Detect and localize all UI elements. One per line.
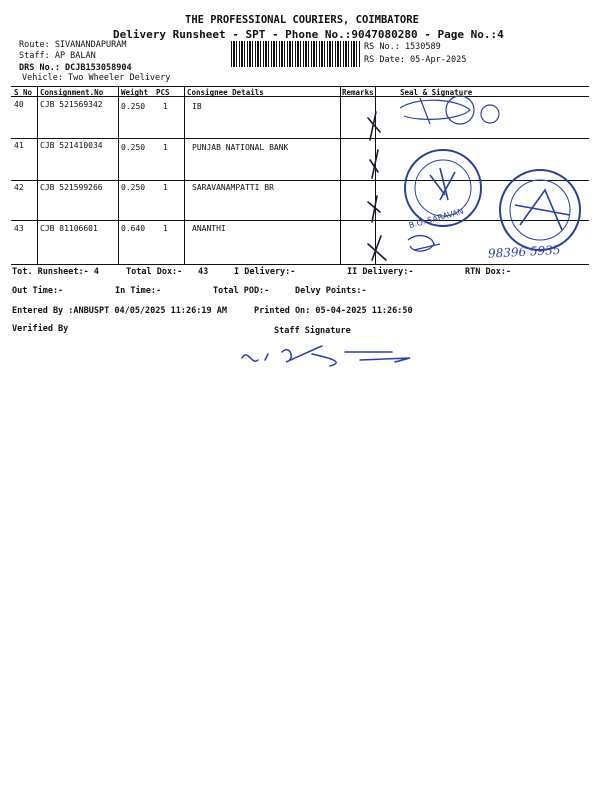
table-row-consignee: SARAVANAMPATTI BR — [192, 183, 274, 192]
handwritten-phone-number: 98396 5935 — [487, 242, 561, 261]
round-stamp-icon — [500, 170, 580, 250]
table-row-consignment: CJB 81106601 — [40, 224, 98, 233]
second-delivery-label: II Delivery:- — [347, 267, 414, 277]
drs-number: DRS No.: DCJB153058904 — [19, 63, 132, 73]
table-row-pcs: 1 — [163, 102, 168, 111]
vehicle-label: Vehicle: Two Wheeler Delivery — [22, 73, 171, 83]
verified-by-label: Verified By — [12, 324, 69, 334]
column-header-consignee: Consignee Details — [187, 88, 264, 97]
column-header-consignment: Consignment.No — [40, 88, 104, 97]
row40-seal-icon — [400, 96, 499, 124]
table-row-consignee: PUNJAB NATIONAL BANK — [192, 143, 289, 152]
column-header-sno: S No — [14, 88, 33, 97]
staff-signature-scribble — [242, 346, 410, 366]
out-time-label: Out Time:- — [12, 286, 64, 296]
total-pod-label: Total POD:- — [213, 286, 270, 296]
rs-number: RS No.: 1530589 — [364, 42, 441, 52]
table-row-weight: 0.250 — [121, 102, 146, 111]
first-delivery-label: I Delivery:- — [234, 267, 296, 277]
total-dox-value: 43 — [198, 267, 209, 277]
delivery-points-label: Delvy Points:- — [295, 286, 367, 296]
stamp-seal-text: B.O. SARAVAN — [407, 206, 465, 231]
in-time-label: In Time:- — [115, 286, 162, 296]
table-row-consignment: CJB 521569342 — [40, 100, 103, 109]
table-row-weight: 0.250 — [121, 143, 146, 152]
document-title: THE PROFESSIONAL COURIERS, COIMBATORE — [185, 14, 419, 26]
staff-signature-label: Staff Signature — [274, 326, 351, 336]
column-header-weight: Weight — [121, 88, 149, 97]
runsheet-subtitle: Delivery Runsheet - SPT - Phone No.:9047080280 - Page No.:4 — [113, 28, 504, 41]
column-header-pcs: PCS — [156, 88, 170, 97]
total-dox-label: Total Dox:- — [126, 267, 183, 277]
table-row-sno: 42 — [14, 183, 24, 192]
remarks-tick-marks — [368, 112, 386, 260]
printed-on: Printed On: 05-04-2025 11:26:50 — [254, 306, 413, 316]
rtn-dox-label: RTN Dox:- — [465, 267, 512, 277]
column-header-seal-signature: Seal & Signature — [400, 88, 473, 97]
table-row-sno: 43 — [14, 224, 24, 233]
table-row-pcs: 1 — [163, 183, 168, 192]
total-runsheet: Tot. Runsheet:- 4 — [12, 267, 99, 277]
table-row-pcs: 1 — [163, 224, 168, 233]
table-row-sno: 40 — [14, 100, 24, 109]
rs-date: RS Date: 05-Apr-2025 — [364, 55, 467, 65]
table-row-weight: 0.640 — [121, 224, 146, 233]
column-header-remarks: Remarks — [342, 88, 374, 97]
table-row-consignee: ANANTHI — [192, 224, 226, 233]
row43-signature — [408, 236, 440, 251]
table-row-consignee: IB — [192, 102, 202, 111]
route-label: Route: SIVANANDAPURAM — [19, 40, 127, 50]
table-row-sno: 41 — [14, 141, 24, 150]
staff-label: Staff: AP BALAN — [19, 51, 96, 61]
table-row-weight: 0.250 — [121, 183, 146, 192]
table-row-consignment: CJB 521410034 — [40, 141, 103, 150]
table-row-pcs: 1 — [163, 143, 168, 152]
entered-by: Entered By :ANBUSPT 04/05/2025 11:26:19 AM — [12, 306, 227, 316]
table-row-consignment: CJB 521599266 — [40, 183, 103, 192]
